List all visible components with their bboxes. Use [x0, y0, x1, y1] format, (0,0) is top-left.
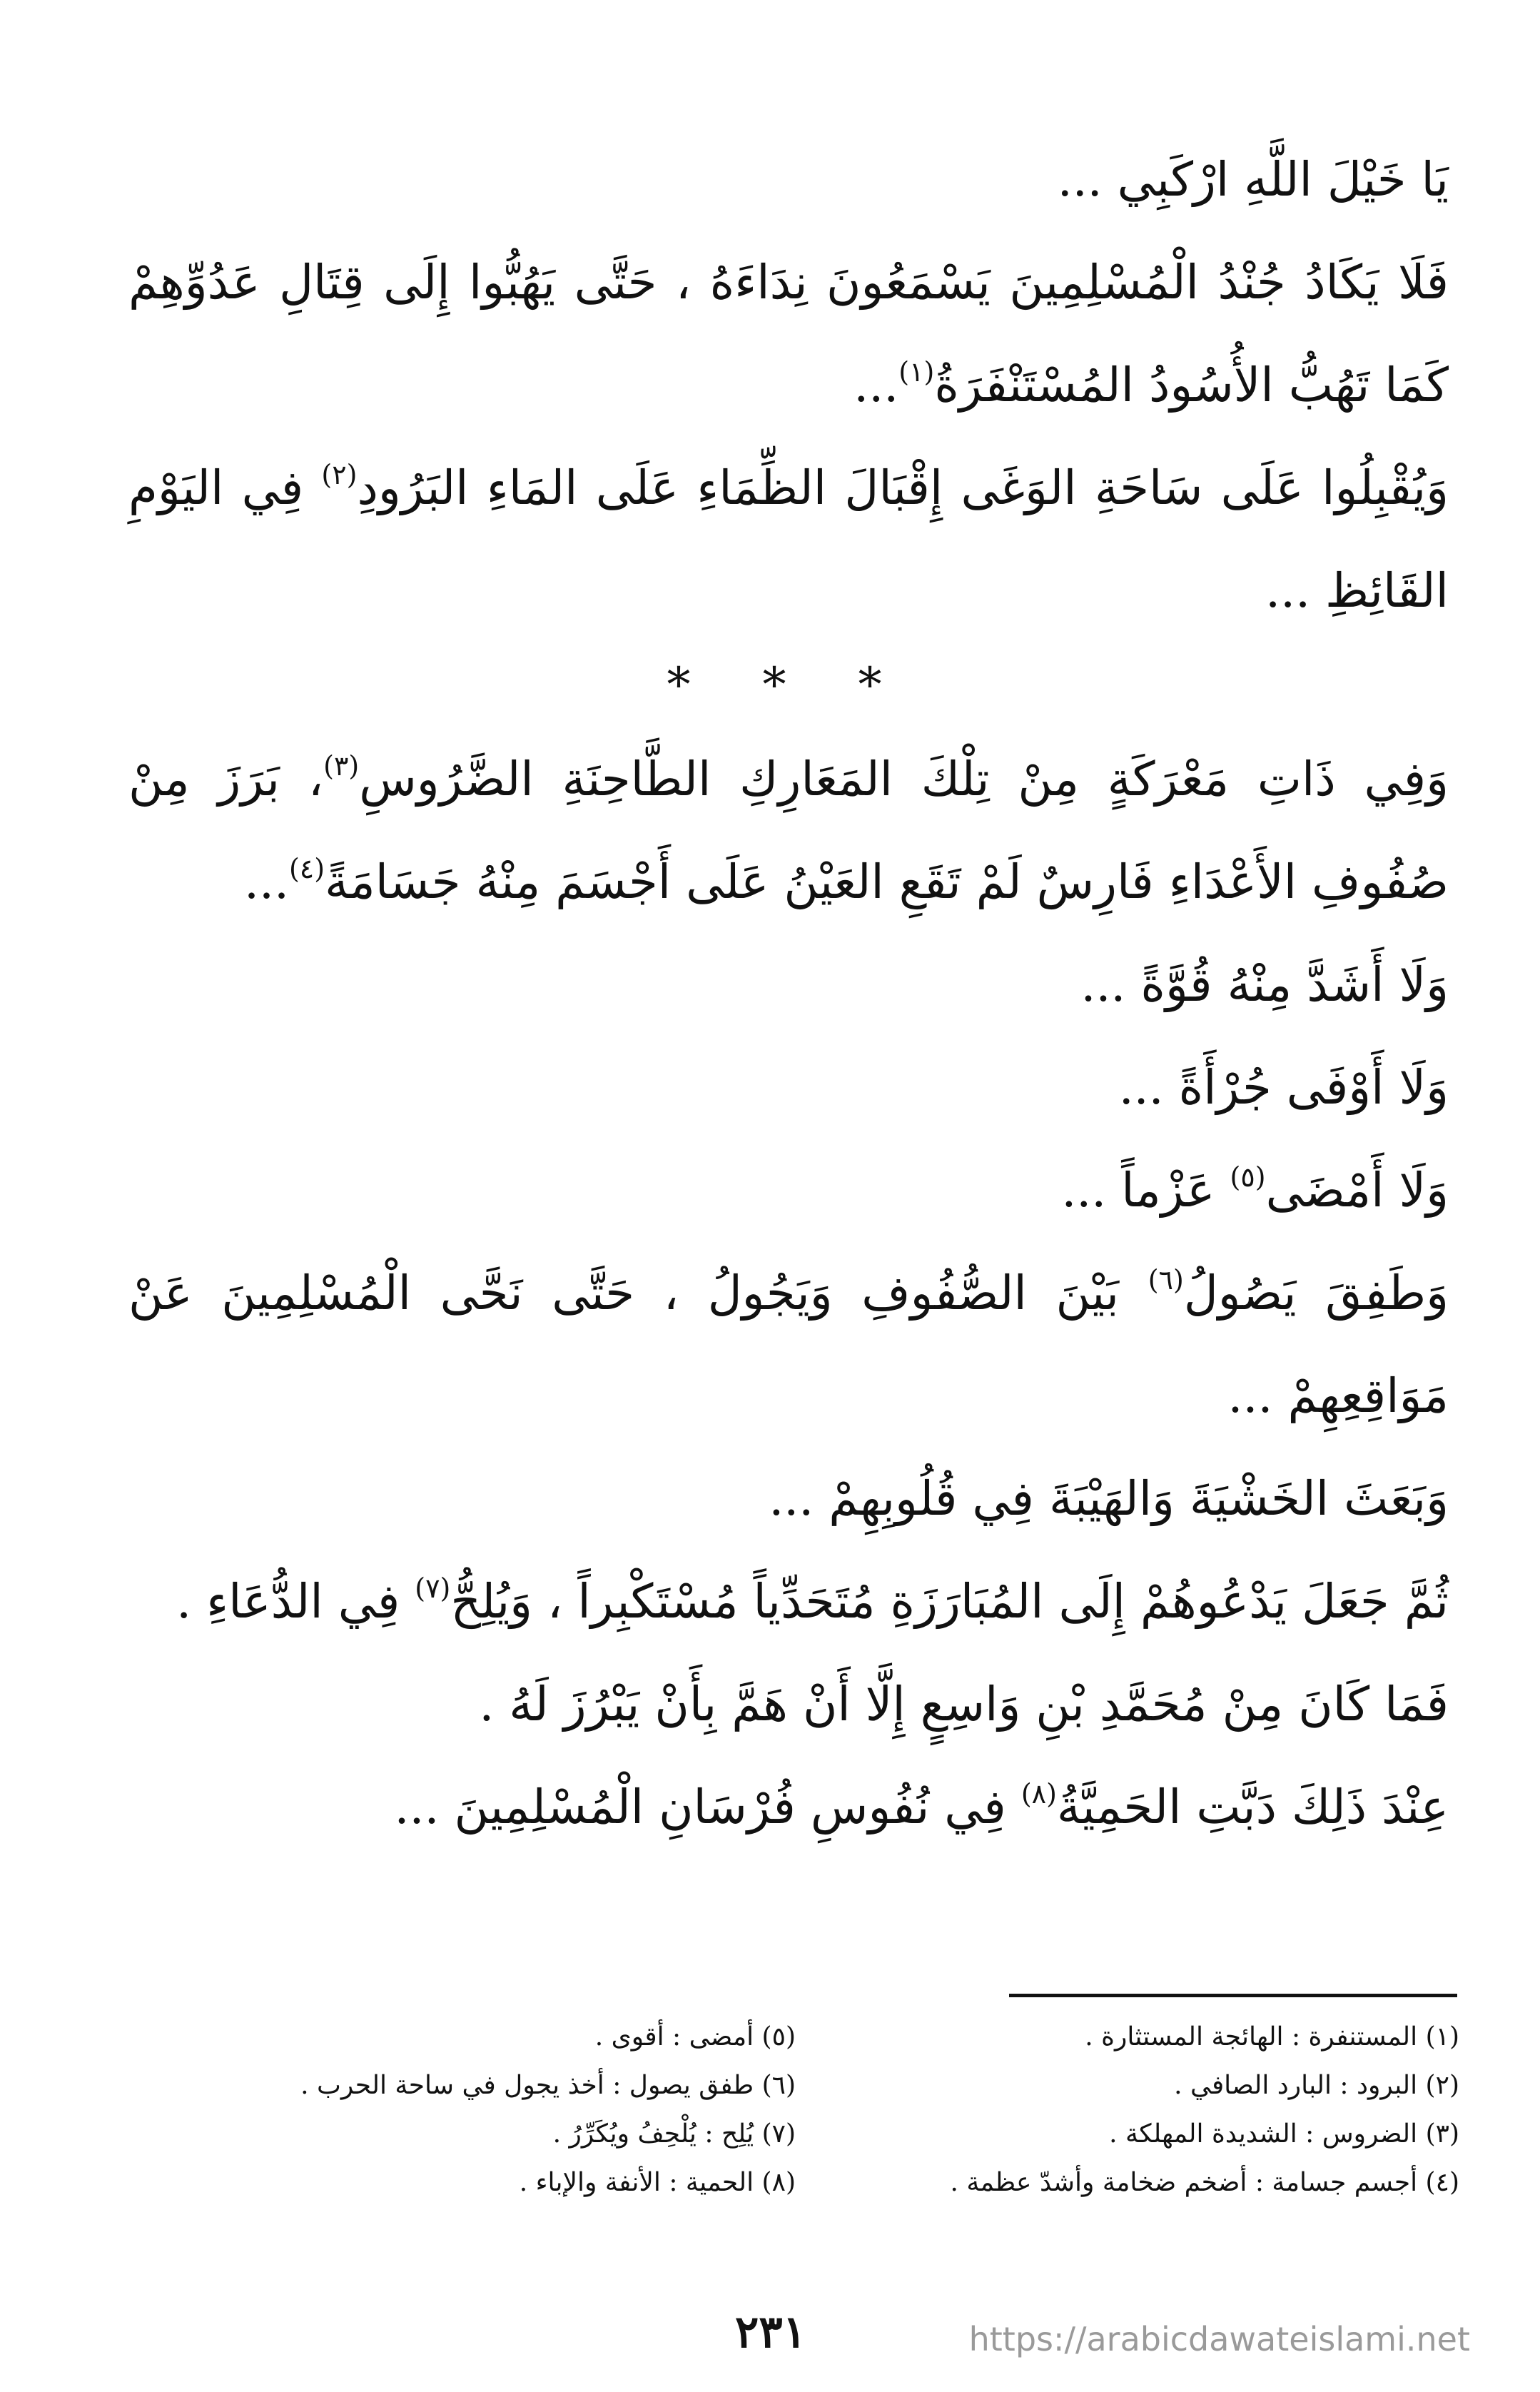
footnote-ref-7: (٧): [415, 1573, 451, 1604]
watermark-url: https://arabicdawateislami.net: [968, 2320, 1470, 2358]
footnote-ref-3: (٣): [323, 750, 360, 782]
paragraph-9: وَبَعَثَ الخَشْيَةَ وَالهَيْبَةَ فِي قُلُوبِهِمْ ...: [769, 1471, 1449, 1526]
footnote-5: (٥) أمضى : أقوى .: [594, 2022, 796, 2052]
footnote-4: (٤) أجسم جسامة : أضخم ضخامة وأشدّ عظمة .: [950, 2168, 1459, 2197]
footnote-ref-8: (٨): [1020, 1778, 1057, 1810]
footnote-ref-2: (٢): [321, 459, 358, 490]
paragraph-2: فَلَا يَكَادُ جُنْدُ الْمُسْلِمِينَ يَسْمَعُونَ نِدَاءَهُ ، حَتَّى يَهُبُّوا إِلَى قِتَالِ عَدُوِّهِمْ كَمَا تَهُبُّ الأُسُودُ المُسْتَنْفَرَةُ$^{(١)}$...: [128, 255, 1449, 413]
paragraph-8: وَطَفِقَ يَصُولُ$^{(٦)}$ بَيْنَ الصُّفُوفِ وَيَجُولُ ، حَتَّى نَحَّى الْمُسْلِمِينَ عَنْ مَوَاقِعِهِمْ ...: [128, 1264, 1449, 1423]
paragraph-1: يَا خَيْلَ اللَّهِ ارْكَبِي ...: [1057, 152, 1449, 207]
paragraph-12: عِنْدَ ذَلِكَ دَبَّتِ الحَمِيَّةُ$^{(٨)}$ فِي نُفُوسِ فُرْسَانِ الْمُسْلِمِينَ ...: [394, 1778, 1449, 1835]
main-text: [128, 128, 1449, 1859]
footnote-1: (١) المستنفرة : الهائجة المستثارة .: [1085, 2022, 1459, 2052]
footnote-8: (٨) الحمية : الأنفة والإباء .: [519, 2168, 796, 2197]
paragraph-11: فَمَا كَانَ مِنْ مُحَمَّدِ بْنِ وَاسِعٍ إِلَّا أَنْ هَمَّ بِأَنْ يَبْرُزَ لَهُ .: [479, 1677, 1449, 1732]
paragraph-10: ثُمَّ جَعَلَ يَدْعُوهُمْ إِلَى المُبَارَزَةِ مُتَحَدِّياً مُسْتَكْبِراً ، وَيُلِحُّ$^{(٧)}$ فِي الدُّعَاءِ .: [176, 1573, 1449, 1629]
footnote-6: (٦) طفق يصول : أخذ يجول في ساحة الحرب .: [300, 2071, 796, 2100]
footnotes: [107, 2013, 1459, 2207]
section-separator: * * *: [667, 657, 911, 712]
paragraph-6: وَلَا أَوْفَى جُرْأَةً ...: [1118, 1060, 1449, 1115]
footnote-ref-4: (٤): [288, 853, 325, 884]
paragraph-7: وَلَا أَمْضَى$^{(٥)}$ عَزْماً ...: [1061, 1161, 1449, 1218]
footnote-ref-6: (٦): [1148, 1264, 1184, 1296]
page-number: ٢٣١: [735, 2306, 806, 2358]
paragraph-5: وَلَا أَشَدَّ مِنْهُ قُوَّةً ...: [1080, 957, 1449, 1012]
paragraph-4: وَفِي ذَاتِ مَعْرَكَةٍ مِنْ تِلْكَ المَعَارِكِ الطَّاحِنَةِ الضَّرُوسِ$^{(٣)}$، بَرَزَ مِنْ صُفُوفِ الأَعْدَاءِ فَارِسٌ لَمْ تَقَعِ العَيْنُ عَلَى أَجْسَمَ مِنْهُ جَسَامَةً$^{(٤)}$...: [128, 750, 1449, 909]
footnote-divider: [1009, 1994, 1457, 1997]
paragraph-3: وَيُقْبِلُوا عَلَى سَاحَةِ الوَغَى إِقْبَالَ الظِّمَاءِ عَلَى المَاءِ البَرُودِ$^{(٢)}$ فِي اليَوْمِ القَائِظِ ...: [128, 459, 1449, 618]
footnote-7: (٧) يُلِح : يُلْحِفُ ويُكَرِّرُ .: [552, 2119, 796, 2149]
footnote-2: (٢) البرود : البارد الصافي .: [1174, 2071, 1459, 2100]
footnote-ref-5: (٥): [1230, 1161, 1266, 1193]
footnote-3: (٣) الضروس : الشديدة المهلكة .: [1109, 2119, 1459, 2149]
footnote-ref-1: (١): [898, 356, 935, 388]
